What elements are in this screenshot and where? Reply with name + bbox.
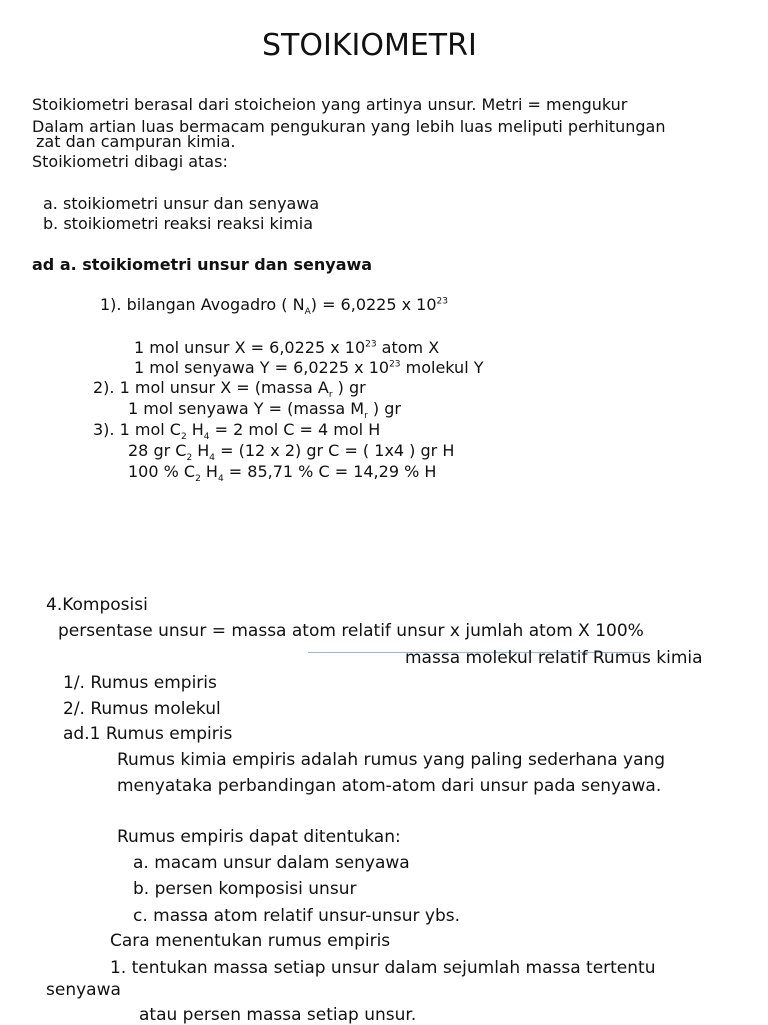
massa-mr-line: 1 mol senyawa Y = (massa $M_r$ ) gr [128, 399, 401, 422]
c2h4-gram-line: 28 gr $C_2$ $H_4 = (12$ x 2) gr C = ( 1x4 ) gr H [128, 441, 455, 464]
determined-heading: Rumus empiris dapat ditentukan: [117, 827, 401, 847]
determined-item-b: b. persen komposisi unsur [133, 879, 357, 899]
step-1-line-1: 1. tentukan massa setiap unsur dalam sejumlah massa tertentu [110, 958, 656, 978]
intro-line-2: Dalam artian luas bermacam pengukuran yang lebih luas meliputi perhitungan [32, 117, 666, 136]
intro-line-1: Stoikiometri berasal dari stoicheion yang artinya unsur. Metri = mengukur [32, 95, 628, 114]
step-1-line-2: senyawa [46, 980, 121, 1000]
c2h4-mol-line: 3). 1 mol $C_2$ $H_4 = 2$ mol C = 4 mol H [93, 420, 381, 443]
division-item-b: b. stoikiometri reaksi reaksi kimia [43, 214, 314, 233]
intro-line-3: zat dan campuran kimia. [36, 132, 236, 151]
massa-ar-line: 2). 1 mol unsur X = (massa $A_r$ ) gr [93, 378, 366, 401]
determined-item-c: c. massa atom relatif unsur-unsur ybs. [133, 906, 461, 926]
mol-senyawa-line: 1 mol senyawa Y = 6,0225 x $10^{23}$ molekul Y [134, 358, 484, 377]
section-a-heading: ad a. stoikiometri unsur dan senyawa [32, 255, 373, 274]
definition-line-2: menyataka perbandingan atom-atom dari unsur pada senyawa. [117, 776, 662, 796]
definition-line-1: Rumus kimia empiris adalah rumus yang paling sederhana yang [117, 750, 666, 770]
list-item-rumus-molekul: 2/. Rumus molekul [63, 699, 221, 719]
komposisi-heading: 4.Komposisi [46, 595, 148, 615]
intro-line-4: Stoikiometri dibagi atas: [32, 152, 228, 171]
step-1-line-3: atau persen massa setiap unsur. [139, 1005, 417, 1025]
page-title: STOIKIOMETRI [262, 28, 477, 63]
komposisi-formula-denominator: massa molekul relatif Rumus kimia [405, 648, 703, 668]
cara-heading: Cara menentukan rumus empiris [110, 931, 391, 951]
ad1-heading: ad.1 Rumus empiris [63, 724, 233, 744]
avogadro-line: 1). bilangan Avogadro ( $N_A) = 6,0225$ x $10^{23}$ [100, 295, 448, 318]
list-item-rumus-empiris: 1/. Rumus empiris [63, 673, 217, 693]
c2h4-percent-line: 100 % $C_2$ $H_4 = 85,71$ % C = 14,29 % H [128, 462, 437, 485]
division-item-a: a. stoikiometri unsur dan senyawa [43, 194, 320, 213]
komposisi-formula-numerator: persentase unsur = massa atom relatif unsur x jumlah atom X 100% [58, 621, 644, 641]
mol-unsur-line: 1 mol unsur X = 6,0225 x $10^{23}$ atom X [134, 338, 440, 357]
determined-item-a: a. macam unsur dalam senyawa [133, 853, 410, 873]
